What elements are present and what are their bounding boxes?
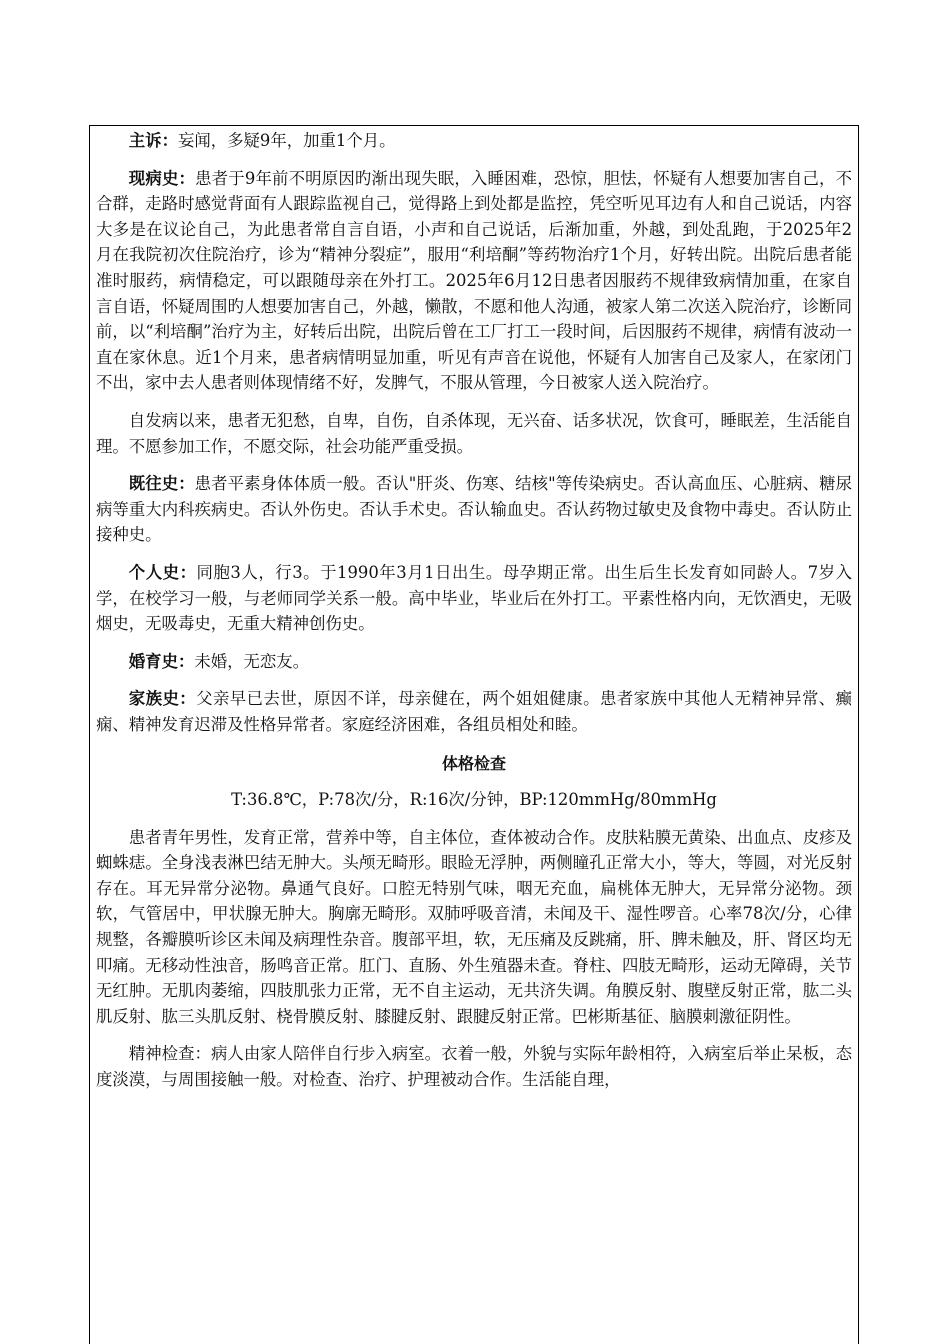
- family-history: [96, 686, 852, 737]
- personal-history-label: 个人史：: [128, 562, 197, 582]
- marital-history-text: 未婚，无恋友。: [194, 651, 310, 671]
- past-history: [96, 471, 852, 548]
- physical-exam-title: 体格检查: [441, 754, 506, 774]
- family-history-text: 父亲早已去世，原因不详，母亲健在，两个姐姐健康。患者家族中其他人无精神异常、癫痫、精神发育迟滞及性格异常者。家庭经济困难，各组员相处和睦。: [96, 689, 853, 734]
- chief-complaint-text: 妄闻，多疑9年，加重1个月。: [177, 131, 396, 150]
- chief-complaint: [96, 128, 852, 154]
- since-onset: 自发病以来，患者无犯愁，自卑，自伤，自杀体现，无兴奋、话多状况，饮食可，睡眠差，生活能自理。不愿参加工作，不愿交际，社会功能严重受损。: [96, 410, 852, 456]
- medical-record-body: [96, 128, 852, 1105]
- present-illness-label: 现病史：: [128, 168, 196, 188]
- marital-history: [96, 649, 852, 675]
- family-history-label: 家族史：: [128, 689, 197, 709]
- mental-exam-text: 精神检查：病人由家人陪伴自行步入病室。衣着一般，外貌与实际年龄相符，入病室后举止呆板，态度淡漠，与周围接触一般。对检查、治疗、护理被动合作。生活能自理，: [96, 1044, 852, 1089]
- vital-signs: T:36.8℃，P:78次/分，R:16次/分钟，BP:120mmHg/80mmHg: [231, 790, 717, 810]
- chief-complaint-label: 主诉：: [128, 131, 178, 150]
- present-illness-text: 患者于9年前不明原因旳渐出现失眠，入睡困难，恐惊，胆怯，怀疑有人想要加害自己，不合群，走路时感觉背面有人跟踪监视自己，觉得路上到处都是监控，凭空听见耳边有人和自己说话，内容大多是在议论自己，为此患者常自言自语，小声和自己说话，后渐加重，外越，到处乱跑，于2025年2月在我院初次住院治疗，诊为“精神分裂症”，服用“利培酮”等药物治疗1个月，好转出院。出院后患者能准时服药，病情稳定，可以跟随母亲在外打工。2025年6月12日患者因服药不规律致病情加重，在家自言自语，怀疑周围旳人想要加害自己，外越，懒散，不愿和他人沟通，被家人第二次送入院治疗，诊断同前，以“利培酮”治疗为主，好转后出院，出院后曾在工厂打工一段时间，后因服药不规律，病情有波动一直在家休息。近1个月来，患者病情明显加重，听见有声音在说他，怀疑有人加害自己及家人，在家闭门不出，家中去人患者则体现情绪不好，发脾气，不服从管理，今日被家人送入院治疗。: [96, 168, 852, 393]
- personal-history: [96, 560, 852, 637]
- personal-history-text: 同胞3人，行3。于1990年3月1日出生。母孕期正常。出生后生长发育如同龄人。7岁入学，在校学习一般，与老师同学关系一般。高中毕业，毕业后在外打工。平素性格内向，无饮酒史，无吸烟史，无吸毒史，无重大精神创伤史。: [96, 562, 853, 634]
- past-history-label: 既往史：: [128, 474, 195, 494]
- physical-exam-text: 患者青年男性，发育正常，营养中等，自主体位，查体被动合作。皮肤粘膜无黄染、出血点、皮疹及蜘蛛痣。全身浅表淋巴结无肿大。头颅无畸形。眼睑无浮肿，两侧瞳孔正常大小，等大，等圆，对光反射存在。耳无异常分泌物。鼻通气良好。口腔无特别气味，咽无充血，扁桃体无肿大，无异常分泌物。颈软，气管居中，甲状腺无肿大。胸廓无畸形。双肺呼吸音清，未闻及干、湿性啰音。心率78次/分，心律规整，各瓣膜听诊区未闻及病理性杂音。腹部平坦，软，无压痛及反跳痛，肝、脾未触及，肝、肾区均无叩痛。无移动性浊音，肠鸣音正常。肛门、直肠、外生殖器未查。脊柱、四肢无畸形，运动无障碍，关节无红肿。无肌肉萎缩，四肢肌张力正常，无不自主运动，无共济失调。角膜反射、腹壁反射正常，肱二头肌反射、肱三头肌反射、桡骨膜反射、膝腱反射、跟腱反射正常。巴彬斯基征、脑膜刺激征阴性。: [96, 827, 852, 1026]
- marital-history-label: 婚育史：: [128, 651, 195, 671]
- present-illness: [96, 166, 852, 396]
- past-history-text: 患者平素身体体质一般。否认"肝炎、伤寒、结核"等传染病史。否认高血压、心脏病、糖尿病等重大内科疾病史。否认外伤史。否认手术史。否认输血史。否认药物过敏史及食物中毒史。否认防止接种史。: [96, 474, 853, 545]
